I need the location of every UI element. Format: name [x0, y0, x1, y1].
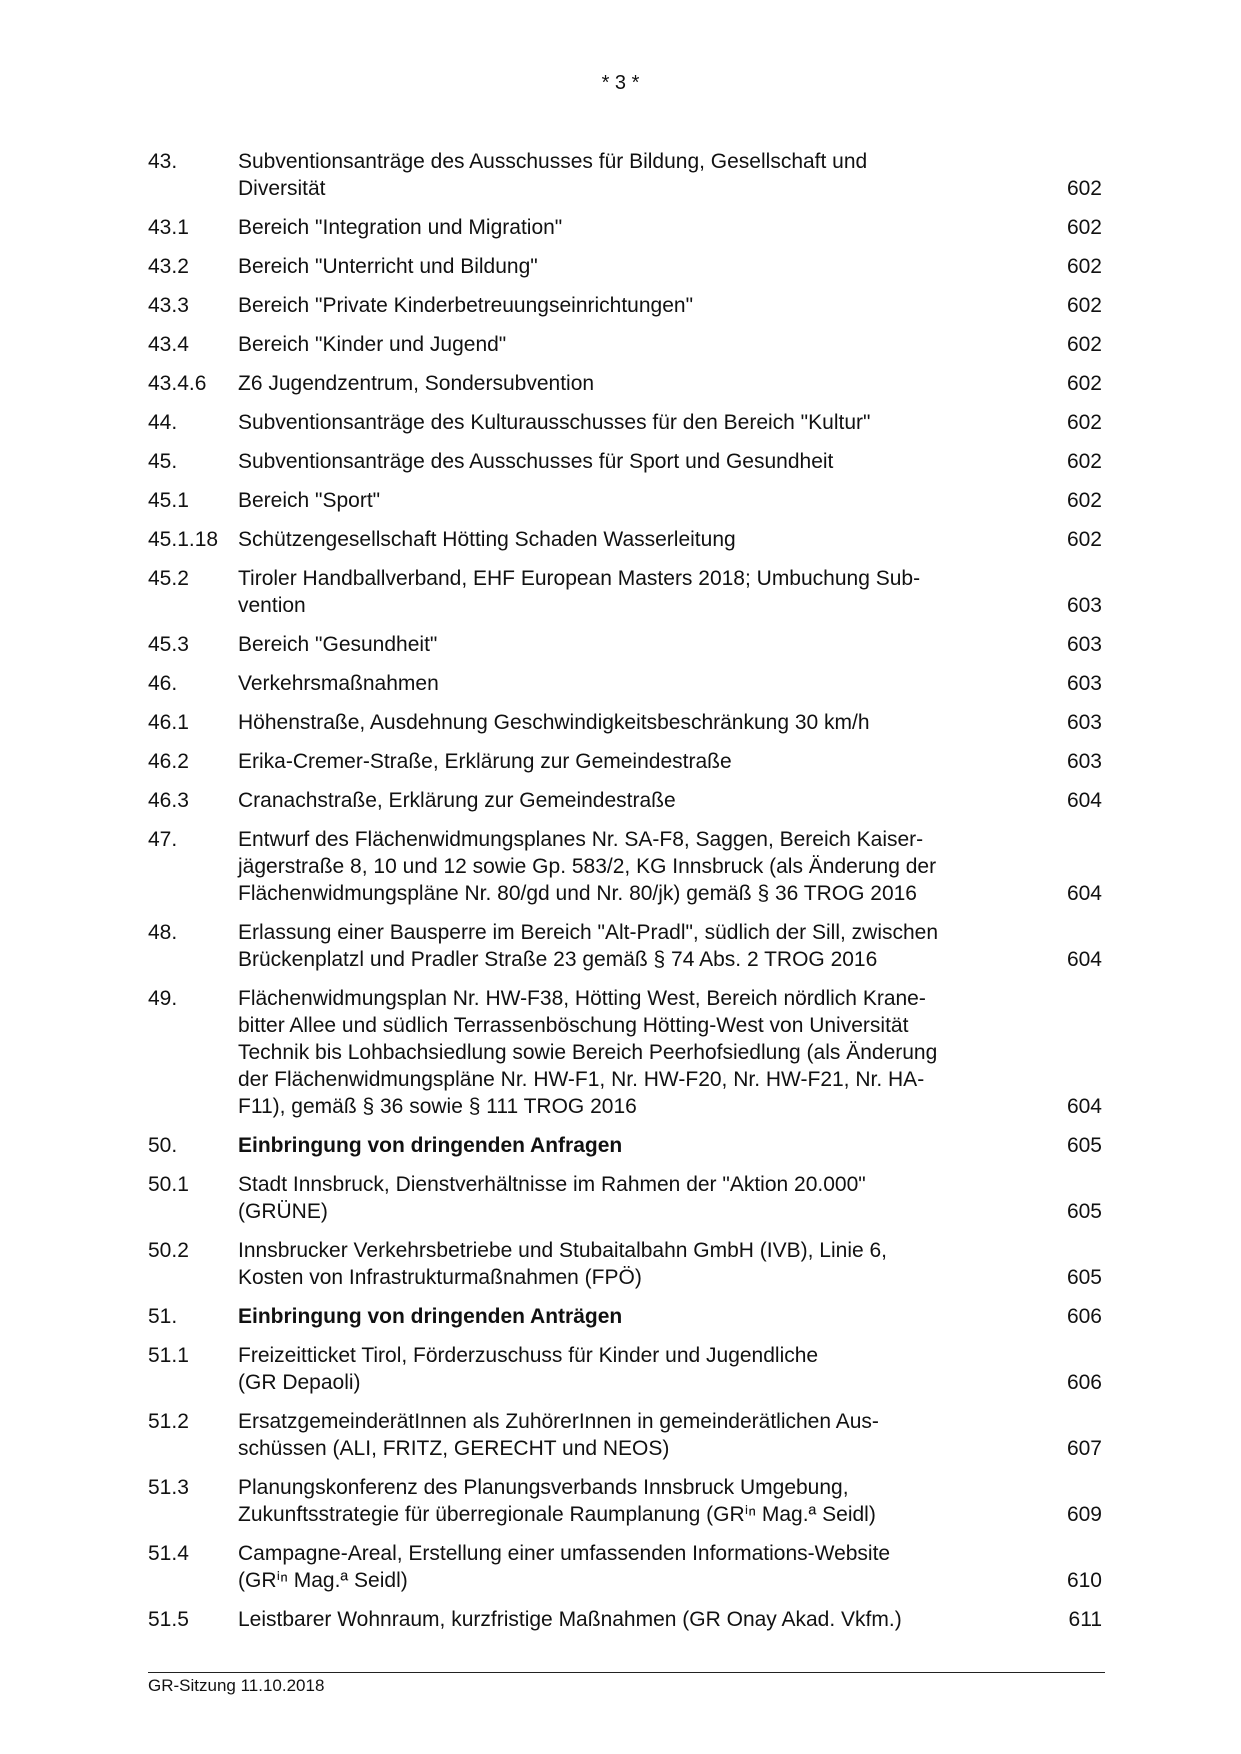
entry-number: 46.2: [148, 750, 189, 773]
toc-entry: [148, 919, 1102, 973]
entry-title: [238, 826, 1042, 907]
toc-entry: [148, 1237, 1102, 1291]
entry-page-number: 603: [1066, 594, 1102, 617]
entry-title-line: Tiroler Handballverband, EHF European Masters 2018; Umbuchung Sub-: [238, 567, 921, 590]
entry-page-number: 602: [1066, 255, 1102, 278]
entry-title-line: Z6 Jugendzentrum, Sondersubvention: [238, 372, 595, 395]
entry-title: [238, 1171, 1042, 1225]
entry-title-line: Einbringung von dringenden Anträgen: [238, 1305, 623, 1328]
entry-page-number: 602: [1066, 489, 1102, 512]
entry-title-line: Flächenwidmungsplan Nr. HW-F38, Hötting West, Bereich nördlich Krane-: [238, 987, 926, 1010]
entry-title-line: (GR Depaoli): [238, 1371, 361, 1394]
entry-page-number: 602: [1066, 216, 1102, 239]
footer-divider: [148, 1672, 1105, 1673]
toc-entry: [148, 409, 1102, 436]
toc-entry: [148, 826, 1102, 907]
entry-number: 43.3: [148, 294, 189, 317]
entry-title-line: Erlassung einer Bausperre im Bereich "Alt-Pradl", südlich der Sill, zwischen: [238, 921, 939, 944]
entry-title-line: Erika-Cremer-Straße, Erklärung zur Gemeindestraße: [238, 750, 732, 773]
toc-entry: [148, 1540, 1102, 1594]
entry-page-number: 602: [1066, 411, 1102, 434]
entry-page-number: 605: [1066, 1266, 1102, 1289]
toc-entry: [148, 214, 1102, 241]
entry-number: 43.4: [148, 333, 189, 356]
entry-title: [238, 487, 1042, 514]
entry-number: 45.1: [148, 489, 189, 512]
entry-title-line: Bereich "Integration und Migration": [238, 216, 563, 239]
entry-number: 43.2: [148, 255, 189, 278]
toc-entry: [148, 370, 1102, 397]
toc-entry: [148, 748, 1102, 775]
entry-page-number: 611: [1068, 1608, 1102, 1631]
entry-page-number: 602: [1066, 450, 1102, 473]
toc-entry: [148, 985, 1102, 1120]
entry-number: 51.4: [148, 1542, 189, 1565]
entry-title-line: Flächenwidmungspläne Nr. 80/gd und Nr. 80/jk) gemäß § 36 TROG 2016: [238, 882, 917, 905]
entry-page-number: 603: [1066, 711, 1102, 734]
entry-title-line: Technik bis Lohbachsiedlung sowie Bereich Peerhofsiedlung (als Änderung: [238, 1041, 938, 1064]
toc-entry: [148, 670, 1102, 697]
toc-entry: [148, 292, 1102, 319]
entry-title: [238, 787, 1042, 814]
entry-title-line: Entwurf des Flächenwidmungsplanes Nr. SA-F8, Saggen, Bereich Kaiser-: [238, 828, 924, 851]
entry-title: [238, 1237, 1042, 1291]
toc-entry: [148, 1132, 1102, 1159]
entry-title-line: Kosten von Infrastrukturmaßnahmen (FPÖ): [238, 1266, 642, 1289]
entry-title: [238, 292, 1042, 319]
entry-title: [238, 565, 1042, 619]
toc-entry: [148, 631, 1102, 658]
entry-number: 45.3: [148, 633, 189, 656]
entry-number: 43.1: [148, 216, 189, 239]
entry-number: 43.: [148, 150, 178, 173]
entry-title-line: vention: [238, 594, 306, 617]
entry-title-line: (GRÜNE): [238, 1200, 328, 1223]
entry-page-number: 607: [1066, 1437, 1102, 1460]
entry-title-line: Planungskonferenz des Planungsverbands Innsbruck Umgebung,: [238, 1476, 849, 1499]
entry-title: [238, 631, 1042, 658]
entry-page-number: 604: [1066, 882, 1102, 905]
entry-number: 47.: [148, 828, 178, 851]
entry-number: 46.3: [148, 789, 189, 812]
entry-number: 51.3: [148, 1476, 189, 1499]
entry-title-line: Zukunftsstrategie für überregionale Raumplanung (GRⁱⁿ Mag.ª Seidl): [238, 1503, 876, 1526]
entry-page-number: 606: [1066, 1371, 1102, 1394]
entry-title-line: Bereich "Sport": [238, 489, 381, 512]
entry-page-number: 610: [1066, 1569, 1102, 1592]
entry-title: [238, 1132, 1042, 1159]
entry-page-number: 603: [1066, 750, 1102, 773]
entry-number: 51.5: [148, 1608, 189, 1631]
entry-title-line: Innsbrucker Verkehrsbetriebe und Stubaitalbahn GmbH (IVB), Linie 6,: [238, 1239, 888, 1262]
entry-title: [238, 1303, 1042, 1330]
entry-title-line: Subventionsanträge des Kulturausschusses für den Bereich "Kultur": [238, 411, 871, 434]
toc-entry: [148, 448, 1102, 475]
entry-title-line: F11), gemäß § 36 sowie § 111 TROG 2016: [238, 1095, 637, 1118]
toc-entry: [148, 787, 1102, 814]
entry-title-line: Brückenplatzl und Pradler Straße 23 gemäß § 74 Abs. 2 TROG 2016: [238, 948, 878, 971]
entry-title-line: Leistbarer Wohnraum, kurzfristige Maßnahmen (GR Onay Akad. Vkfm.): [238, 1608, 902, 1631]
entry-title: [238, 148, 1042, 202]
entry-number: 51.2: [148, 1410, 189, 1433]
entry-title: [238, 1540, 1042, 1594]
toc-entry: [148, 331, 1102, 358]
toc-entry: [148, 526, 1102, 553]
entry-title-line: Höhenstraße, Ausdehnung Geschwindigkeitsbeschränkung 30 km/h: [238, 711, 870, 734]
entry-title: [238, 448, 1042, 475]
toc-entry: [148, 1303, 1102, 1330]
toc-entry: [148, 1342, 1102, 1396]
entry-title: [238, 1606, 1042, 1633]
entry-title-line: jägerstraße 8, 10 und 12 sowie Gp. 583/2, KG Innsbruck (als Änderung der: [238, 855, 937, 878]
entry-title-line: Bereich "Gesundheit": [238, 633, 438, 656]
entry-page-number: 606: [1066, 1305, 1102, 1328]
entry-title: [238, 1474, 1042, 1528]
entry-page-number: 604: [1066, 948, 1102, 971]
entry-number: 49.: [148, 987, 178, 1010]
entry-title-line: ErsatzgemeinderätInnen als ZuhörerInnen in gemeinderätlichen Aus-: [238, 1410, 879, 1433]
entry-title: [238, 985, 1042, 1120]
entry-title-line: Campagne-Areal, Erstellung einer umfassenden Informations-Website: [238, 1542, 891, 1565]
entry-title-line: Stadt Innsbruck, Dienstverhältnisse im Rahmen der "Aktion 20.000": [238, 1173, 866, 1196]
entry-page-number: 603: [1066, 672, 1102, 695]
entry-title: [238, 331, 1042, 358]
entry-title-line: Freizeitticket Tirol, Förderzuschuss für Kinder und Jugendliche: [238, 1344, 819, 1367]
entry-title: [238, 919, 1042, 973]
toc-entry: [148, 148, 1102, 202]
entry-title-line: schüssen (ALI, FRITZ, GERECHT und NEOS): [238, 1437, 670, 1460]
entry-number: 50.2: [148, 1239, 189, 1262]
entry-number: 50.: [148, 1134, 178, 1157]
entry-page-number: 602: [1066, 372, 1102, 395]
toc-entry: [148, 487, 1102, 514]
entry-title: [238, 409, 1042, 436]
entry-title-line: Bereich "Private Kinderbetreuungseinrichtungen": [238, 294, 694, 317]
toc-entry: [148, 1171, 1102, 1225]
entry-title: [238, 214, 1042, 241]
entry-title-line: der Flächenwidmungspläne Nr. HW-F1, Nr. HW-F20, Nr. HW-F21, Nr. HA-: [238, 1068, 925, 1091]
entry-title-line: Bereich "Kinder und Jugend": [238, 333, 507, 356]
entry-title-line: Diversität: [238, 177, 326, 200]
entry-title: [238, 1342, 1042, 1396]
entry-number: 51.1: [148, 1344, 189, 1367]
entry-title-line: Subventionsanträge des Ausschusses für Sport und Gesundheit: [238, 450, 834, 473]
entry-page-number: 604: [1066, 789, 1102, 812]
entry-title-line: bitter Allee und südlich Terrassenböschung Hötting-West von Universität: [238, 1014, 909, 1037]
entry-title: [238, 370, 1042, 397]
table-of-contents: [148, 148, 1102, 1645]
entry-title: [238, 253, 1042, 280]
toc-entry: [148, 1474, 1102, 1528]
entry-title-line: Schützengesellschaft Hötting Schaden Wasserleitung: [238, 528, 736, 551]
toc-entry: [148, 1606, 1102, 1633]
entry-title: [238, 670, 1042, 697]
footer-text: GR-Sitzung 11.10.2018: [148, 1676, 325, 1695]
entry-number: 45.2: [148, 567, 189, 590]
entry-number: 46.: [148, 672, 178, 695]
entry-title-line: Verkehrsmaßnahmen: [238, 672, 439, 695]
entry-number: 48.: [148, 921, 178, 944]
toc-entry: [148, 709, 1102, 736]
entry-title-line: Subventionsanträge des Ausschusses für Bildung, Gesellschaft und: [238, 150, 868, 173]
entry-number: 46.1: [148, 711, 189, 734]
entry-title-line: Cranachstraße, Erklärung zur Gemeindestraße: [238, 789, 676, 812]
page-number-header: * 3 *: [601, 72, 640, 94]
entry-number: 51.: [148, 1305, 178, 1328]
entry-page-number: 602: [1066, 528, 1102, 551]
entry-title: [238, 526, 1042, 553]
entry-page-number: 604: [1066, 1095, 1102, 1118]
entry-page-number: 602: [1066, 294, 1102, 317]
entry-number: 43.4.6: [148, 372, 207, 395]
entry-page-number: 609: [1066, 1503, 1102, 1526]
entry-number: 50.1: [148, 1173, 189, 1196]
toc-entry: [148, 253, 1102, 280]
entry-title: [238, 1408, 1042, 1462]
entry-title: [238, 709, 1042, 736]
toc-entry: [148, 1408, 1102, 1462]
entry-number: 44.: [148, 411, 178, 434]
entry-number: 45.1.18: [148, 528, 219, 551]
entry-number: 45.: [148, 450, 178, 473]
entry-title-line: Einbringung von dringenden Anfragen: [238, 1134, 623, 1157]
toc-entry: [148, 565, 1102, 619]
entry-title: [238, 748, 1042, 775]
entry-title-line: (GRⁱⁿ Mag.ª Seidl): [238, 1569, 408, 1592]
entry-page-number: 605: [1066, 1200, 1102, 1223]
entry-page-number: 602: [1066, 177, 1102, 200]
entry-page-number: 603: [1066, 633, 1102, 656]
entry-page-number: 605: [1066, 1134, 1102, 1157]
entry-page-number: 602: [1066, 333, 1102, 356]
entry-title-line: Bereich "Unterricht und Bildung": [238, 255, 538, 278]
